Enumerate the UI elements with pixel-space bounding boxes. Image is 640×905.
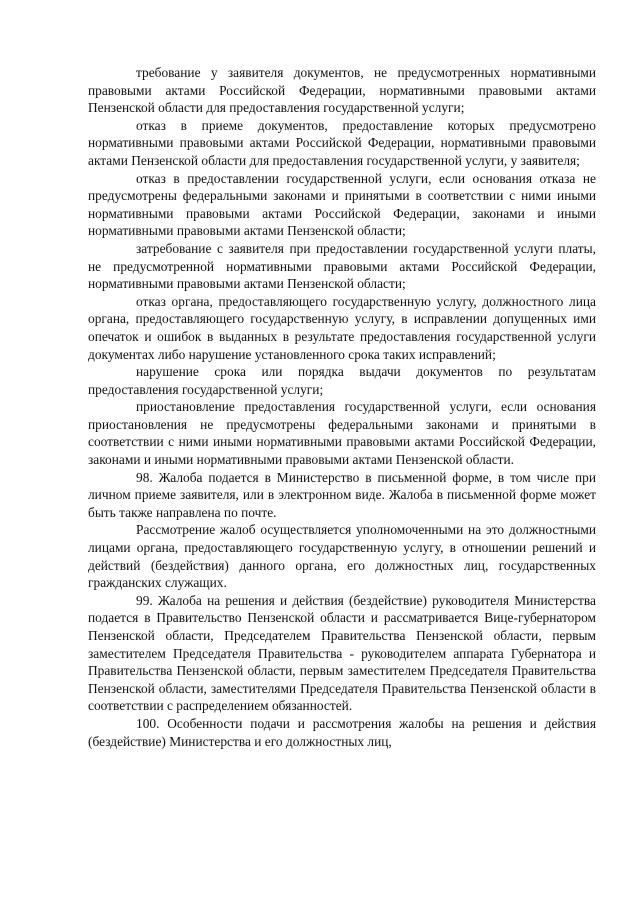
paragraph-4: затребование с заявителя при предоставлении государственной услуги платы, не предусмотренной нормативными правовыми актами Российской Федерации, нормативными правовыми актами Пензенской области; xyxy=(88,240,596,292)
paragraph-5: отказ органа, предоставляющего государственную услугу, должностного лица органа, предоставляющего государственную услугу, в исправлении допущенных ими опечаток и ошибок в выданных в результате предоставления государственной услуги документах либо нарушение установленного срока таких исправлений; xyxy=(88,293,596,362)
paragraph-100: 100. Особенности подачи и рассмотрения жалобы на решения и действия (бездействие) Министерства и его должностных лиц, xyxy=(88,715,596,749)
document-page xyxy=(88,64,596,750)
paragraph-98: 98. Жалоба подается в Министерство в письменной форме, в том числе при личном приеме заявителя, или в электронном виде. Жалоба в письменной форме может быть также направлена по почте. xyxy=(88,469,596,520)
paragraph-7: приостановление предоставления государственной услуги, если основания приостановления не предусмотрены федеральными законами и принятыми в соответствии с ними иными нормативными правовыми актами Российской Федерации, законами и иными нормативными правовыми актами Пензенской области. xyxy=(88,399,596,468)
paragraph-99: 99. Жалоба на решения и действия (бездействие) руководителя Министерства подается в Правительство Пензенской области и рассматривается Вице-губернатором Пензенской области, Председателем Правительства Пензенской области, первым заместителем Председателя Правительства - руководителем аппарата Губернатора и Правительства Пензенской области, первым заместителем Председателя Правительства Пензенской области, заместителями Председателя Правительства Пензенской области в соответствии с распределением обязанностей. xyxy=(88,592,596,714)
paragraph-98-review: Рассмотрение жалоб осуществляется уполномоченными на это должностными лицами органа, предоставляющего государственную услугу, в отношении решений и действий (бездействия) данного органа, его должностных лиц, государственных гражданских служащих. xyxy=(88,522,596,591)
paragraph-2: отказ в приеме документов, предоставление которых предусмотрено нормативными правовыми актами Российской Федерации, нормативными правовыми актами Пензенской области для предоставления государственной услуги, у заявителя; xyxy=(88,117,596,168)
paragraph-1: требование у заявителя документов, не предусмотренных нормативными правовыми актами Российской Федерации, нормативными правовыми актами Пензенской области для предоставления государственной услуги; xyxy=(88,65,596,116)
paragraph-3: отказ в предоставлении государственной услуги, если основания отказа не предусмотрены федеральными законами и принятыми в соответствии с ними иными нормативными правовыми актами Российской Федерации, законами и иными нормативными правовыми актами Пензенской области; xyxy=(88,170,596,239)
paragraph-6: нарушение срока или порядка выдачи документов по результатам предоставления государственной услуги; xyxy=(88,364,596,397)
